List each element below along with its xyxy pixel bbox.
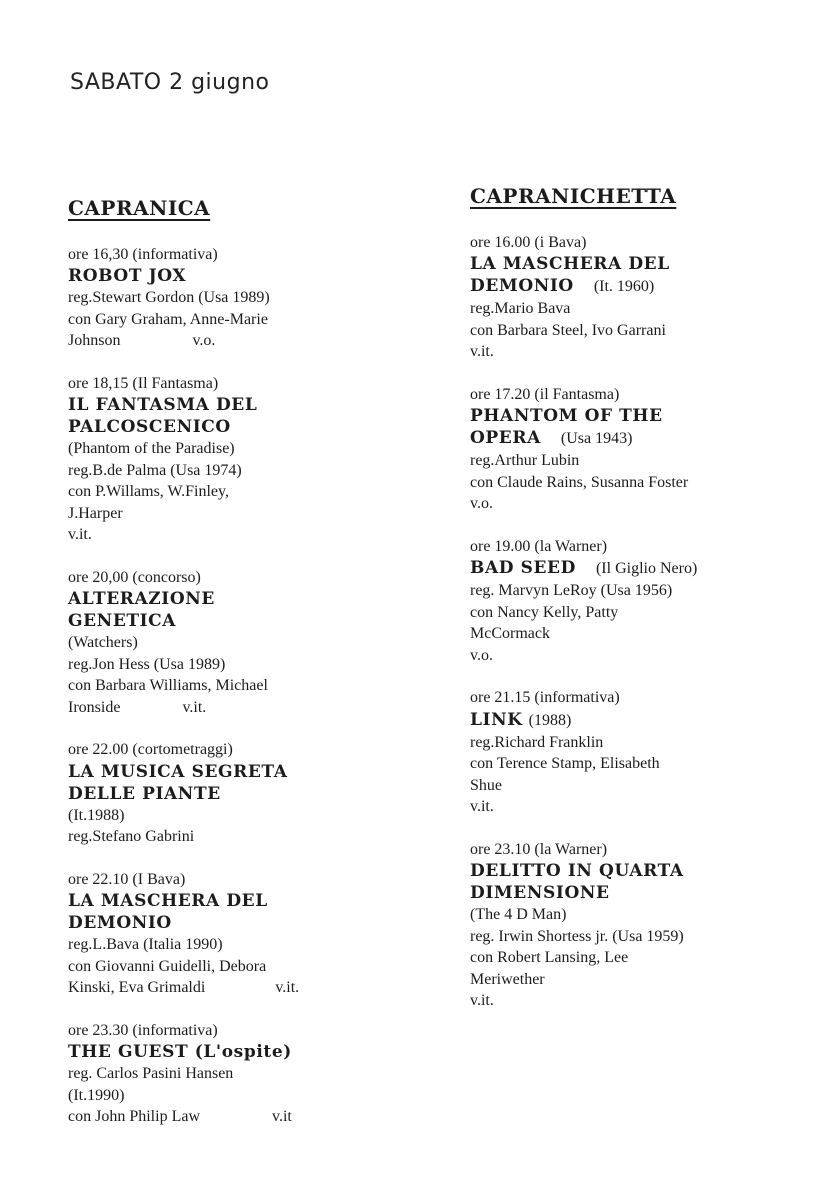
film-detail: McCormack xyxy=(470,625,550,642)
film-detail: reg.B.de Palma (Usa 1974) xyxy=(68,461,242,479)
film-detail: Ironside xyxy=(68,698,121,716)
film-title: PHANTOM OF THE xyxy=(470,406,663,426)
film-detail-row xyxy=(68,977,408,999)
film-title: PALCOSCENICO xyxy=(68,417,231,437)
film-title: DELLE PIANTE xyxy=(68,783,221,804)
film-detail: reg.Stewart Gordon (Usa 1989) xyxy=(68,289,270,306)
film-detail: (Phantom of the Paradise) xyxy=(68,440,235,457)
screening-time: ore 22.10 (I Bava) xyxy=(68,870,186,888)
film-detail: reg.L.Bava (Italia 1990) xyxy=(68,936,223,953)
capranica-column xyxy=(68,198,408,1149)
film-title: DEMONIO xyxy=(68,913,172,933)
screening-time: ore 20,00 (concorso) xyxy=(68,568,201,586)
film-detail: reg.Mario Bava xyxy=(470,300,571,317)
film-year: (Il Giglio Nero) xyxy=(595,560,698,577)
version-label: v.it xyxy=(272,1108,292,1125)
screening-time: ore 23.10 (la Warner) xyxy=(470,840,608,858)
film-title: DIMENSIONE xyxy=(470,883,610,903)
film-detail: (It.1988) xyxy=(68,806,125,824)
film-detail: (Watchers) xyxy=(68,634,138,651)
film-detail: reg. Irwin Shortess jr. (Usa 1959) xyxy=(470,927,684,945)
film-detail: con Barbara Steel, Ivo Garrani xyxy=(470,321,666,339)
film-detail: reg. Carlos Pasini Hansen xyxy=(68,1065,234,1082)
film-detail: v.it. xyxy=(470,343,494,360)
screening-entry xyxy=(470,384,810,515)
screening-time: ore 18,15 (Il Fantasma) xyxy=(68,374,219,392)
cinema-name-capranichetta: CAPRANICHETTA xyxy=(470,184,677,208)
film-title: LA MASCHERA DEL xyxy=(470,254,670,274)
film-title-row xyxy=(470,709,810,732)
version-label: v.it. xyxy=(182,698,207,716)
film-detail: (The 4 D Man) xyxy=(470,906,567,923)
screening-time: ore 23.30 (informativa) xyxy=(68,1021,218,1039)
film-title: LA MUSICA SEGRETA xyxy=(68,761,288,782)
film-title: ROBOT JOX xyxy=(68,266,187,286)
film-detail: con Barbara Williams, Michael xyxy=(68,677,268,694)
film-detail: con Terence Stamp, Elisabeth xyxy=(470,755,660,772)
screening-entry xyxy=(68,1020,408,1128)
film-title: ALTERAZIONE xyxy=(68,589,215,609)
screening-list xyxy=(68,244,408,1128)
film-detail: reg.Arthur Lubin xyxy=(470,452,580,469)
film-detail: (It.1990) xyxy=(68,1086,125,1104)
film-detail: v.o. xyxy=(470,646,493,664)
film-year: (It. 1960) xyxy=(593,278,655,295)
screening-entry xyxy=(470,687,810,818)
film-title: GENETICA xyxy=(68,611,177,631)
screening-entry xyxy=(68,869,408,999)
screening-time: ore 16,30 (informativa) xyxy=(68,245,218,263)
film-detail: reg.Jon Hess (Usa 1989) xyxy=(68,655,226,673)
screening-time: ore 19.00 (la Warner) xyxy=(470,537,608,555)
film-detail: con Gary Graham, Anne-Marie xyxy=(68,310,268,328)
film-detail-row xyxy=(68,697,408,719)
version-label: v.o. xyxy=(192,332,216,349)
film-detail: Meriwether xyxy=(470,970,545,988)
film-detail: v.o. xyxy=(470,495,493,512)
film-detail-row xyxy=(68,1106,408,1128)
screening-entry xyxy=(470,536,810,667)
film-detail: con Robert Lansing, Lee xyxy=(470,949,629,966)
film-title: IL FANTASMA DEL xyxy=(68,395,258,415)
screening-time: ore 21.15 (informativa) xyxy=(470,689,620,706)
film-detail: J.Harper xyxy=(68,504,123,522)
screening-entry xyxy=(68,739,408,848)
film-detail: v.it. xyxy=(470,992,494,1009)
screening-list xyxy=(470,232,810,1012)
film-title-row xyxy=(470,427,810,450)
film-detail: con John Philip Law xyxy=(68,1108,200,1125)
film-title: BAD SEED xyxy=(470,558,576,578)
film-title: DELITTO IN QUARTA xyxy=(470,861,684,881)
capranichetta-column xyxy=(470,186,810,1033)
page-heading: SABATO 2 giugno xyxy=(70,70,270,95)
film-detail: Shue xyxy=(470,776,502,794)
film-detail: Kinski, Eva Grimaldi xyxy=(68,979,206,996)
screening-time: ore 16.00 (i Bava) xyxy=(470,233,587,251)
film-detail-row xyxy=(68,330,408,352)
film-title: OPERA xyxy=(470,428,541,448)
film-detail: v.it. xyxy=(470,798,494,815)
film-year: (1988) xyxy=(528,711,572,729)
film-year: (Usa 1943) xyxy=(560,430,633,447)
screening-entry xyxy=(470,839,810,1012)
film-title-row xyxy=(470,275,810,298)
film-detail: con P.Willams, W.Finley, xyxy=(68,483,229,500)
film-title: THE GUEST (L'ospite) xyxy=(68,1042,292,1062)
film-title: LINK xyxy=(470,709,523,730)
film-detail: Johnson xyxy=(68,332,121,349)
screening-entry xyxy=(68,244,408,352)
screening-time: ore 22.00 (cortometraggi) xyxy=(68,741,233,758)
film-detail: con Giovanni Guidelli, Debora xyxy=(68,957,267,975)
film-detail: reg. Marvyn LeRoy (Usa 1956) xyxy=(470,582,673,599)
film-detail: reg.Stefano Gabrini xyxy=(68,828,195,845)
film-title: LA MASCHERA DEL xyxy=(68,891,268,911)
screening-entry xyxy=(470,232,810,363)
film-title: DEMONIO xyxy=(470,276,574,296)
cinema-name-capranica: CAPRANICA xyxy=(68,196,211,220)
film-title-row xyxy=(470,557,810,580)
film-detail: con Claude Rains, Susanna Foster xyxy=(470,473,689,491)
screening-time: ore 17.20 (il Fantasma) xyxy=(470,385,620,403)
film-detail: reg.Richard Franklin xyxy=(470,733,604,751)
screening-entry xyxy=(68,567,408,719)
version-label: v.it. xyxy=(275,979,300,996)
film-detail: con Nancy Kelly, Patty xyxy=(470,603,619,621)
screening-entry xyxy=(68,373,408,546)
film-detail: v.it. xyxy=(68,526,92,543)
